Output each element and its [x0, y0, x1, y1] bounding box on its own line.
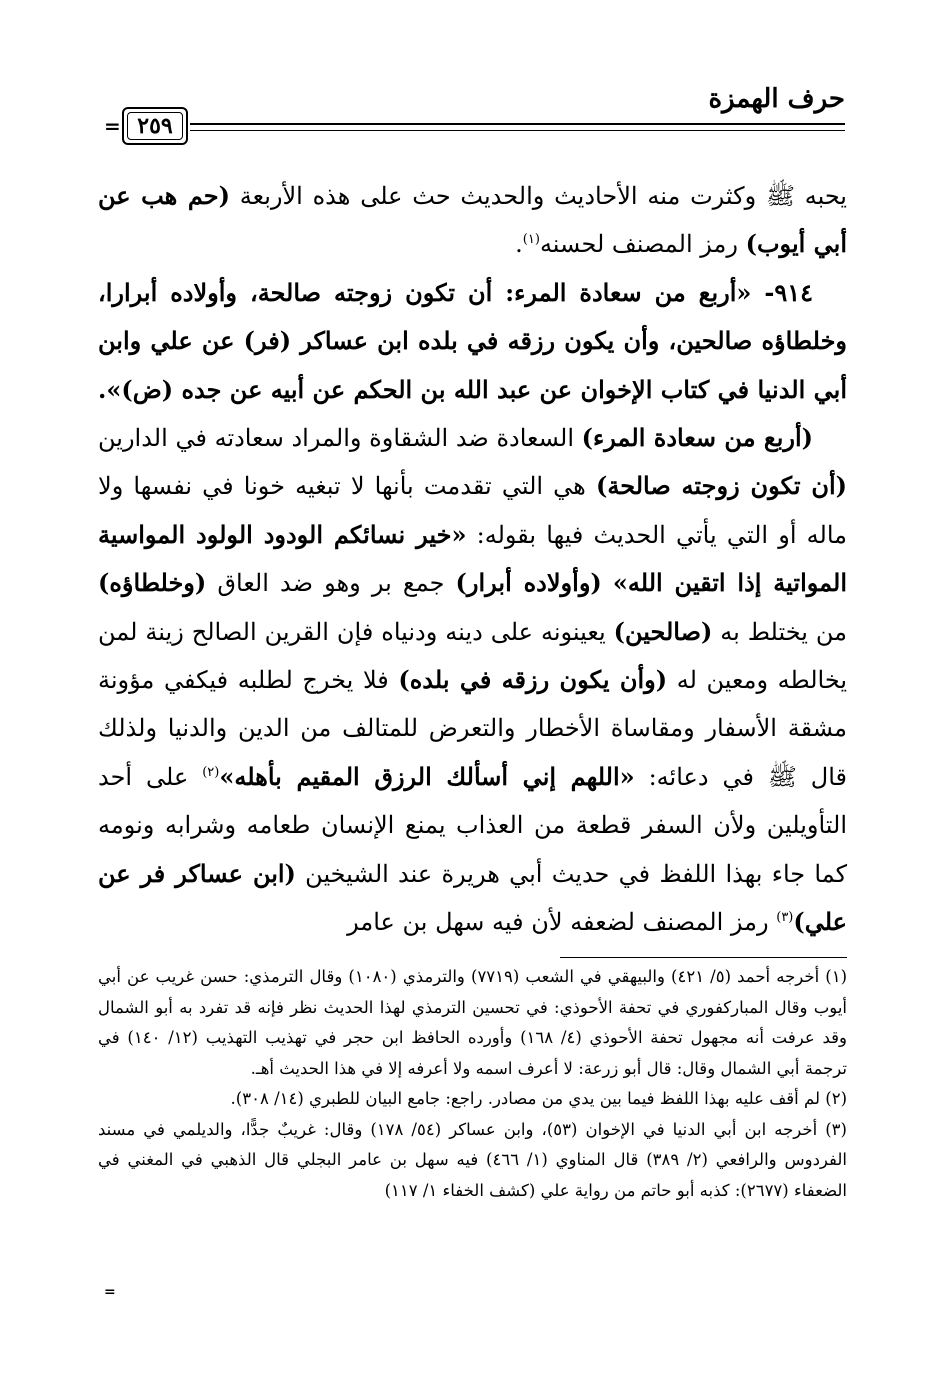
header-rule — [190, 123, 845, 125]
text-run: من يختلط به — [712, 617, 847, 646]
text-run: يعينونه على دينه ودنياه فإن القرين الصالح زينة لمن يخالطه ومعين له — [98, 617, 848, 695]
quoted-phrase: (وأولاده أبرار) — [455, 568, 602, 598]
quoted-phrase: (وخلطاؤه) — [98, 568, 207, 598]
header-rule-thin — [190, 130, 845, 131]
hadith-914 — [98, 269, 847, 414]
footnote-ref-1: (١) — [522, 232, 540, 248]
footnote-1: (١) أخرجه أحمد (٥/ ٤٢١) والبيهقي في الشعب (٧٧١٩) والترمذي (١٠٨٠) وقال الترمذي: حسن غريب عن أبي أيوب وقال المباركفوري في تحفة الأحوذي: في تحسين الترمذي لهذا الحديث نظر فإنه قد تفرد به أبو الشمال وقد عرفت أنه مجهول تحفة الأحوذي (٤/ ١٦٨) وأورده الحافظ ابن حجر في تهذيب التهذيب (١٢/ ١٤٠) في ترجمة أبي الشمال وقال: قال أبو زرعة: لا أعرف اسمه ولا أعرفه إلا في هذا الحديث أهـ. — [98, 967, 848, 1078]
text-run: يحبه ﷺ وكثرت منه الأحاديث والحديث حث على هذه الأربعة — [229, 182, 847, 210]
running-header-title: حرف الهمزة — [708, 84, 845, 114]
text-run — [602, 569, 613, 597]
paragraph-continuation — [98, 172, 847, 269]
text-run: جمع بر وهو ضد العاق — [206, 569, 456, 598]
page-number-frame — [122, 107, 188, 145]
quoted-phrase: (أربع من سعادة المرء) — [581, 423, 813, 453]
footnote-continuation-mark: = — [104, 1284, 116, 1300]
text-run: على أحد التأويلين ولأن السفر قطعة من العذاب يمنع الإنسان طعامه وشرابه ونومه كما جاء بهذا اللفظ في حديث أبي هريرة عند الشيخين — [98, 762, 848, 888]
text-run: رمز المصنف لحسنه — [539, 230, 746, 259]
text-run: رمز المصنف لضعفه لأن فيه سهل بن عامر — [347, 908, 777, 937]
hadith-text: «أربع من سعادة المرء: أن تكون زوجته صالحة، وأولاده أبرارا، وخلطاؤه صالحين، وأن يكون رزقه في بلده ابن عساكر (فر) عن علي وابن أبي الدنيا في كتاب الإخوان عن عبد الله بن الحكم عن أبيه عن جده (ض)». — [98, 277, 847, 404]
quoted-phrase: (وأن يكون رزقه في بلده) — [398, 665, 668, 695]
footnote-ref-2: (٢) — [202, 764, 220, 780]
source-abbrev: (حم هب عن أبي أيوب) — [98, 181, 847, 259]
text-run: . — [515, 230, 523, 259]
footnotes — [98, 962, 847, 1206]
quoted-phrase: (صالحين) — [613, 616, 713, 646]
text-run: هي التي تقدمت بأنها لا تبغيه خونا في نفسها ولا ماله أو التي يأتي الحديث فيها بقوله: — [98, 472, 847, 549]
commentary-paragraph — [98, 414, 847, 946]
quoted-hadith: «خير نسائكم الودود الولود المواسية المواتية إذا اتقين الله» — [98, 519, 847, 598]
text-run: فلا يخرج لطلبه فيكفي مؤونة مشقة الأسفار ومقاساة الأخطار والتعرض للمتالف من الدين والدنيا ولذلك قال ﷺ في دعائه: — [98, 666, 848, 791]
source-abbrev: (ابن عساكر فر عن علي) — [98, 858, 847, 937]
footnote-2: (٢) لم أقف عليه بهذا اللفظ فيما بين يدي من مصادر. راجع: جامع البيان للطبري (١٤/ ٣٠٨). — [230, 1089, 847, 1108]
footnote-ref-3: (٣) — [776, 910, 794, 926]
text-run: السعادة ضد الشقاوة والمراد سعادته في الدارين — [98, 424, 582, 453]
continuation-mark: = — [104, 114, 121, 138]
quoted-phrase: (أن تكون زوجته صالحة) — [595, 471, 848, 501]
hadith-number: ٩١٤- — [751, 277, 813, 307]
page-number: ٢٥٩ — [127, 112, 183, 140]
quoted-hadith: «اللهم إني أسألك الرزق المقيم بأهله» — [219, 761, 635, 791]
footnote-3: (٣) أخرجه ابن أبي الدنيا في الإخوان (٥٣)، وابن عساكر (٥٤/ ١٧٨) وقال: غريبٌ جدًّا، والديلمي في مسند الفردوس والرافعي (٢/ ٣٨٩) قال المناوي (١/ ٤٦٦) فيه سهل بن عامر البجلي قال الذهبي في المغني في الضعفاء (٢٦٧٧): كذبه أبو حاتم من رواية علي (كشف الخفاء ١/ ١١٧) — [98, 1119, 847, 1200]
footnote-separator — [560, 957, 847, 958]
main-text — [98, 172, 847, 947]
